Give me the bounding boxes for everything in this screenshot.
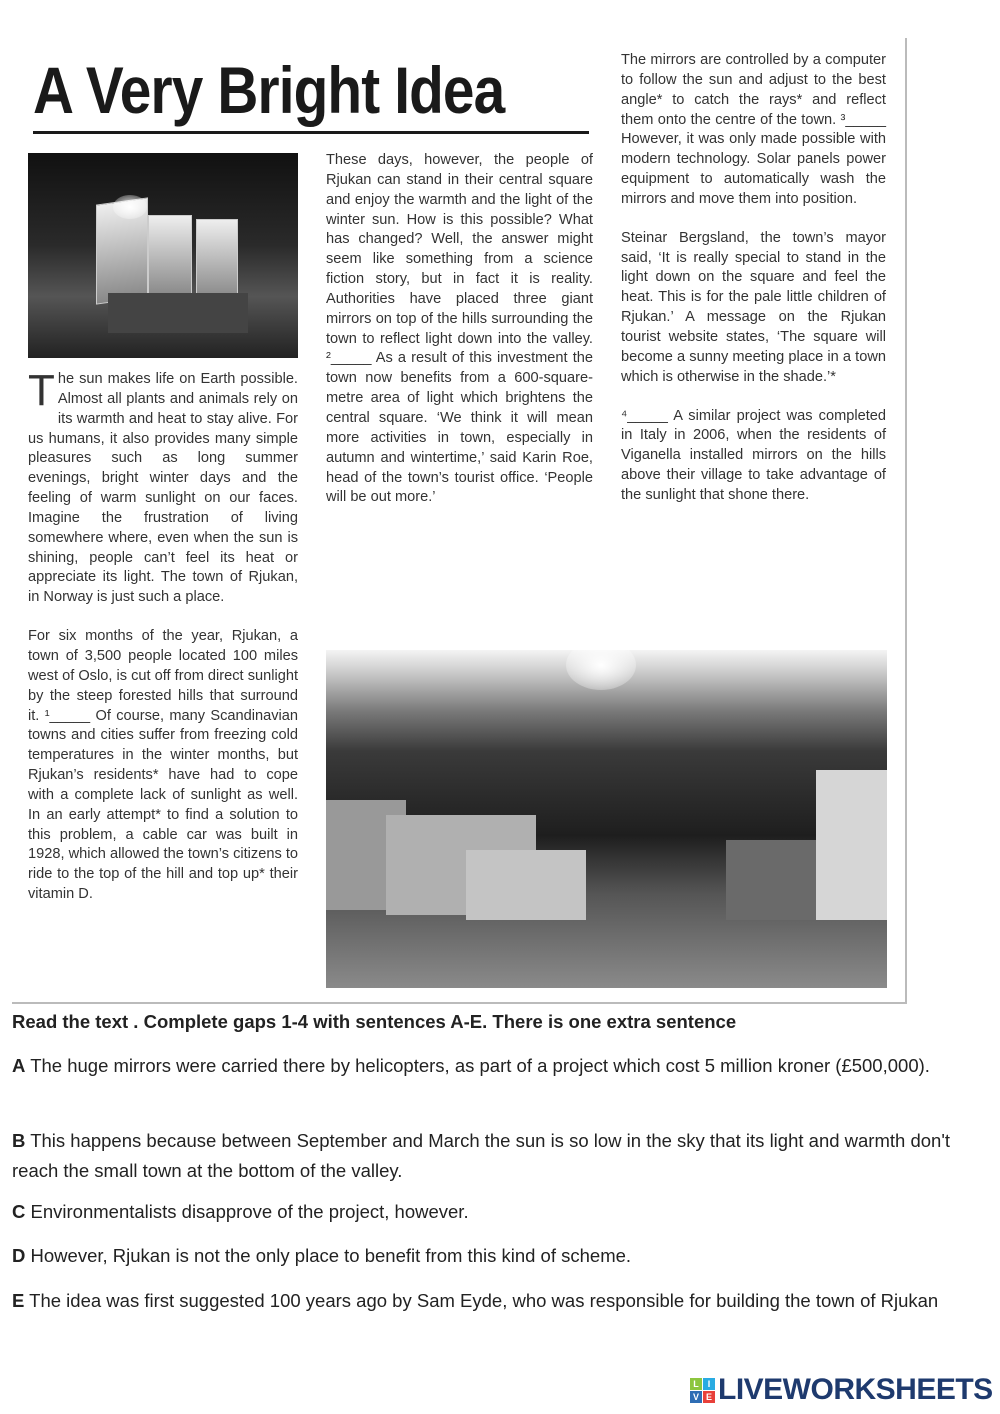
option-c: C Environmentalists disapprove of the project, however. bbox=[12, 1201, 469, 1222]
paragraph-computer: The mirrors are controlled by a computer to follow the sun and adjust to the best angle* to catch the rays* and reflect them onto the centre of the town. ³_____ However, it was only made possible with modern technology. Solar panels power equipment to automatically wash the mirrors and move them into position. bbox=[621, 52, 886, 207]
option-e: E The idea was first suggested 100 years ago by Sam Eyde, who was responsible for building the town of Rjukan bbox=[12, 1290, 939, 1311]
article-column-2 bbox=[326, 151, 593, 527]
rjukan-square-photo bbox=[326, 650, 887, 988]
paragraph-rjukan: For six months of the year, Rjukan, a town of 3,500 people located 100 miles west of Oslo, is cut off from direct sunlight by the steep forested hills that surround it. ¹_____ Of course, many Scandinavian towns and cities suffer from freezing cold temperatures in the winter months, but Rjukan’s residents* have had to cope with a complete lack of sunlight as well. In an early attempt* to find a solution to this problem, a cable car was built in 1928, which allowed the town’s citizens to ride to the top of the hill and top up* their vitamin D. bbox=[28, 628, 299, 903]
paragraph-italy: ⁴_____ A similar project was completed in Italy in 2006, when the residents of Viganella installed mirrors on the hills above their village to take advantage of the sunlight that shone there. bbox=[621, 407, 886, 503]
article-column-3 bbox=[621, 51, 886, 525]
option-a: A The huge mirrors were carried there by helicopters, as part of a project which cost 5 million kroner (£500,000). bbox=[12, 1055, 930, 1076]
logo-text: LIVEWORKSHEETS bbox=[718, 1373, 993, 1406]
intro-paragraph: The sun makes life on Earth possible. Almost all plants and animals rely on its warmth and heat to stay alive. For us humans, it also provides many simple pleasures such as long summer evenings, bright winter days and the feeling of warm sunlight on our faces. Imagine the frustration of living somewhere where, even when the sun is shining, people can’t feel its heat or appreciate its light. The town of Rjukan, in Norway is just such a place. bbox=[28, 366, 298, 606]
liveworksheets-logo bbox=[690, 1373, 993, 1407]
gap-2[interactable]: ²_____ bbox=[326, 350, 372, 367]
option-d: D However, Rjukan is not the only place to benefit from this kind of scheme. bbox=[12, 1245, 632, 1266]
gap-1[interactable]: ¹_____ bbox=[44, 707, 91, 724]
mirrors-photo bbox=[28, 153, 298, 358]
gap-3[interactable]: ³_____ bbox=[840, 111, 886, 128]
logo-tiles-icon: L I V E bbox=[690, 1378, 715, 1403]
article-column-1 bbox=[28, 366, 299, 924]
paragraph-mayor: Steinar Bergsland, the town’s mayor said, ‘It is really special to stand in the light down on the square and feel the heat. This is for the pale little children of Rjukan.’ A message on the Rjukan tourist website states, ‘The square will become a sunny meeting place in a town which is otherwise in the shade.’* bbox=[621, 229, 886, 385]
paragraph-mirrors: These days, however, the people of Rjukan can stand in their central square and enjoy the warmth and the light of the winter sun. How is this possible? What has changed? Well, the answer might seem like something from a science fiction story, but in fact it is reality. Authorities have placed three giant mirrors on top of the hills surrounding the town to reflect light down into the valley. ²_____ As a result of this investment the town now benefits from a 600-square-metre area of light which brightens the central square. ‘We think it will mean more activities in town, especially in autumn and wintertime,’ said Karin Roe, head of the town’s tourist office. ‘People will be out more.’ bbox=[326, 152, 593, 506]
title-rule bbox=[33, 131, 589, 134]
option-b: B This happens because between September and March the sun is so low in the sky that its light and warmth don't reach the small town at the bottom of the valley. bbox=[12, 1130, 950, 1181]
gap-4[interactable]: ⁴_____ bbox=[621, 407, 668, 424]
drop-cap: T bbox=[28, 366, 55, 415]
exercise-instruction: Read the text . Complete gaps 1-4 with sentences A-E. There is one extra sentence bbox=[12, 1011, 737, 1032]
article-title: A Very Bright Idea bbox=[33, 53, 505, 127]
